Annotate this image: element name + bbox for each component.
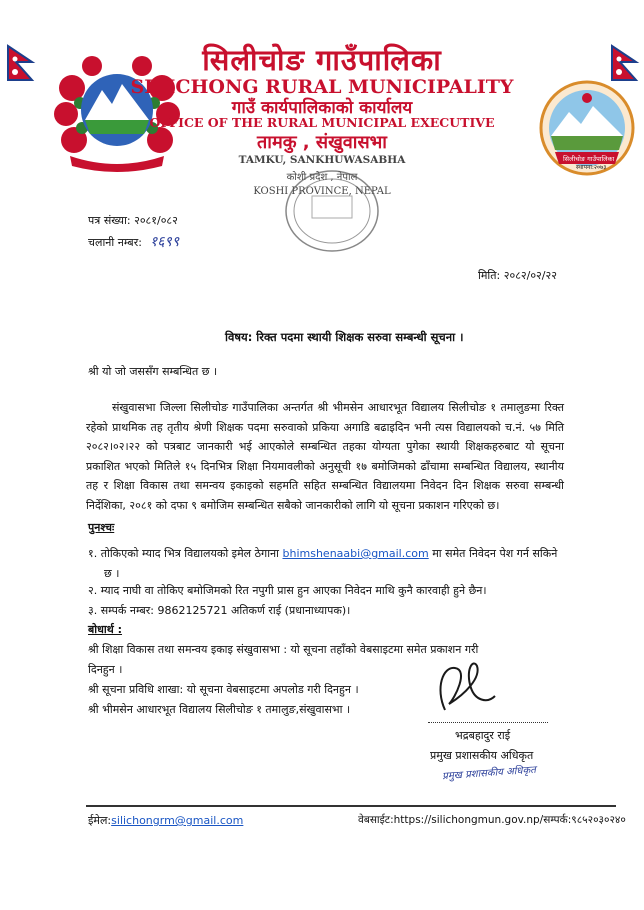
signatory-title: प्रमुख प्रशासकीय अधिकृत xyxy=(430,749,534,762)
right-emblem-caption: सिलीचोङ गाउँपालिका xyxy=(563,155,615,163)
cc-line-3: श्री भीमसेन आधारभूत विद्यालय सिलीचोङ १ तमालुङ,संखुवासभा । xyxy=(88,703,351,716)
salutation: श्री यो जो जससँग सम्बन्धित छ । xyxy=(88,365,218,378)
note-item-1-cont: छ । xyxy=(104,567,120,580)
signature-mark xyxy=(425,658,505,720)
office-title-np: गाउँ कार्यपालिकाको कार्यालय xyxy=(231,98,413,118)
note-item-1 xyxy=(88,546,557,561)
footer-phone: सम्पर्क:९८५२०३०२४० xyxy=(543,814,626,826)
province-en: KOSHI PROVINCE, NEPAL xyxy=(253,186,391,197)
place-title-en: TAMKU, SANKHUWASABHA xyxy=(238,154,406,166)
note-item-1-text: १. तोकिएको म्याद भित्र विद्यालयको इमेल ठेगाना xyxy=(88,547,279,560)
office-stamp xyxy=(282,166,382,256)
left-emblem-caption: सिलीचोङ गाउँपालिका xyxy=(84,150,140,158)
dispatch-number: १६९९ xyxy=(150,234,180,250)
footer-website xyxy=(358,813,626,827)
footer-divider xyxy=(86,805,616,807)
footer-email xyxy=(88,813,243,828)
letter-number: पत्र संख्या: २०८१/०८२ xyxy=(88,214,178,227)
school-email-link[interactable]: bhimshenaabi@gmail.com xyxy=(282,547,429,560)
signatory-name: भद्रबहादुर राई xyxy=(455,729,511,742)
subject: विषय: रिक्त पदमा स्थायी शिक्षक सरुवा सम्बन्धी सूचना । xyxy=(225,330,464,344)
footer-email-link[interactable]: silichongrm@gmail.com xyxy=(111,814,244,827)
province-np: कोशी प्रदेश , नेपाल xyxy=(286,172,358,183)
cc-line-2: श्री सूचना प्रविधि शाखा: यो सूचना वेबसाइटमा अपलोड गरी दिनहुन । xyxy=(88,683,359,696)
signatory-stamp: प्रमुख प्रशासकीय अधिकृत xyxy=(441,764,537,783)
cc-heading: बोधार्थ : xyxy=(88,623,123,636)
municipality-title-np: सिलीचोङ गाउँपालिका xyxy=(202,43,442,77)
body-paragraph: संखुवासभा जिल्ला सिलीचोङ गाउँपालिका अन्तर्गत श्री भीमसेन आधारभूत विद्यालय सिलीचोङ १ तमालुङमा रिक्त रहेको प्राथमिक तह तृतीय श्रेणी शिक्षक पदमा सरुवाको प्रकिया अगाडि बढाइदिन भनी त्यस विद्यालयको च.नं. ५७ मिति २०८२।०२।२२ को पत्रबाट जानकारी भई आएकोले सम्बन्धित तहका योग्यता पुगेका स्थायी शिक्षकहरुबाट यो सूचना प्रकाशित भएको मितिले १५ दिनभित्र शिक्षा नियमावलीको अनुसूची १७ बमोजिमको ढाँचामा सम्बन्धित विद्यालय, स्थानीय तह र शिक्षा विकास तथा समन्वय इकाइको सहमति सहित सम्बन्धित विद्यालयमा निवेदन दिन शिक्षक सरुवा सम्बन्धी निर्देशिका, २०८१ को दफा ९ बमोजिम सम्बन्धित सबैको जानकारीको लागि यो सूचना प्रकाशन गरिएको छ। xyxy=(86,401,564,512)
date: मिति: २०८२/०२/२२ xyxy=(478,269,557,282)
right-emblem-year: स्थापना:२०७३ xyxy=(576,164,607,171)
notes-heading: पुनश्चः xyxy=(88,521,115,534)
footer-email-label: ईमेल: xyxy=(88,814,112,827)
office-title-en: OFFICE OF THE RURAL MUNICIPAL EXECUTIVE xyxy=(149,115,495,130)
note-item-3: ३. सम्पर्क नम्बर: 9862125721 अतिकर्ण राई (प्रधानाध्यापक)। xyxy=(88,604,351,617)
cc-line-1-cont: दिनहुन । xyxy=(88,663,123,676)
municipality-title-en: SILICHONG RURAL MUNICIPALITY xyxy=(130,76,514,98)
place-title-np: तामकु , संखुवासभा xyxy=(257,132,387,153)
signature-rule xyxy=(428,722,548,723)
note-item-2: २. म्याद नाघी वा तोकिए बमोजिमको रित नपुगी प्रास हुन आएका निवेदन माथि कुनै कारवाही हुने छैन। xyxy=(88,584,487,597)
dispatch-label: चलानी नम्बर: xyxy=(88,236,142,249)
footer-web-link[interactable]: वेबसाईट:https://silichongmun.gov.np/ xyxy=(358,814,544,826)
cc-line-1: श्री शिक्षा विकास तथा समन्वय इकाइ संखुवासभा : यो सूचना तहाँको वेबसाइटमा समेत प्रकाशन गरी xyxy=(88,643,479,656)
note-item-1-post: मा समेत निवेदन पेश गर्न सकिने xyxy=(432,547,558,560)
